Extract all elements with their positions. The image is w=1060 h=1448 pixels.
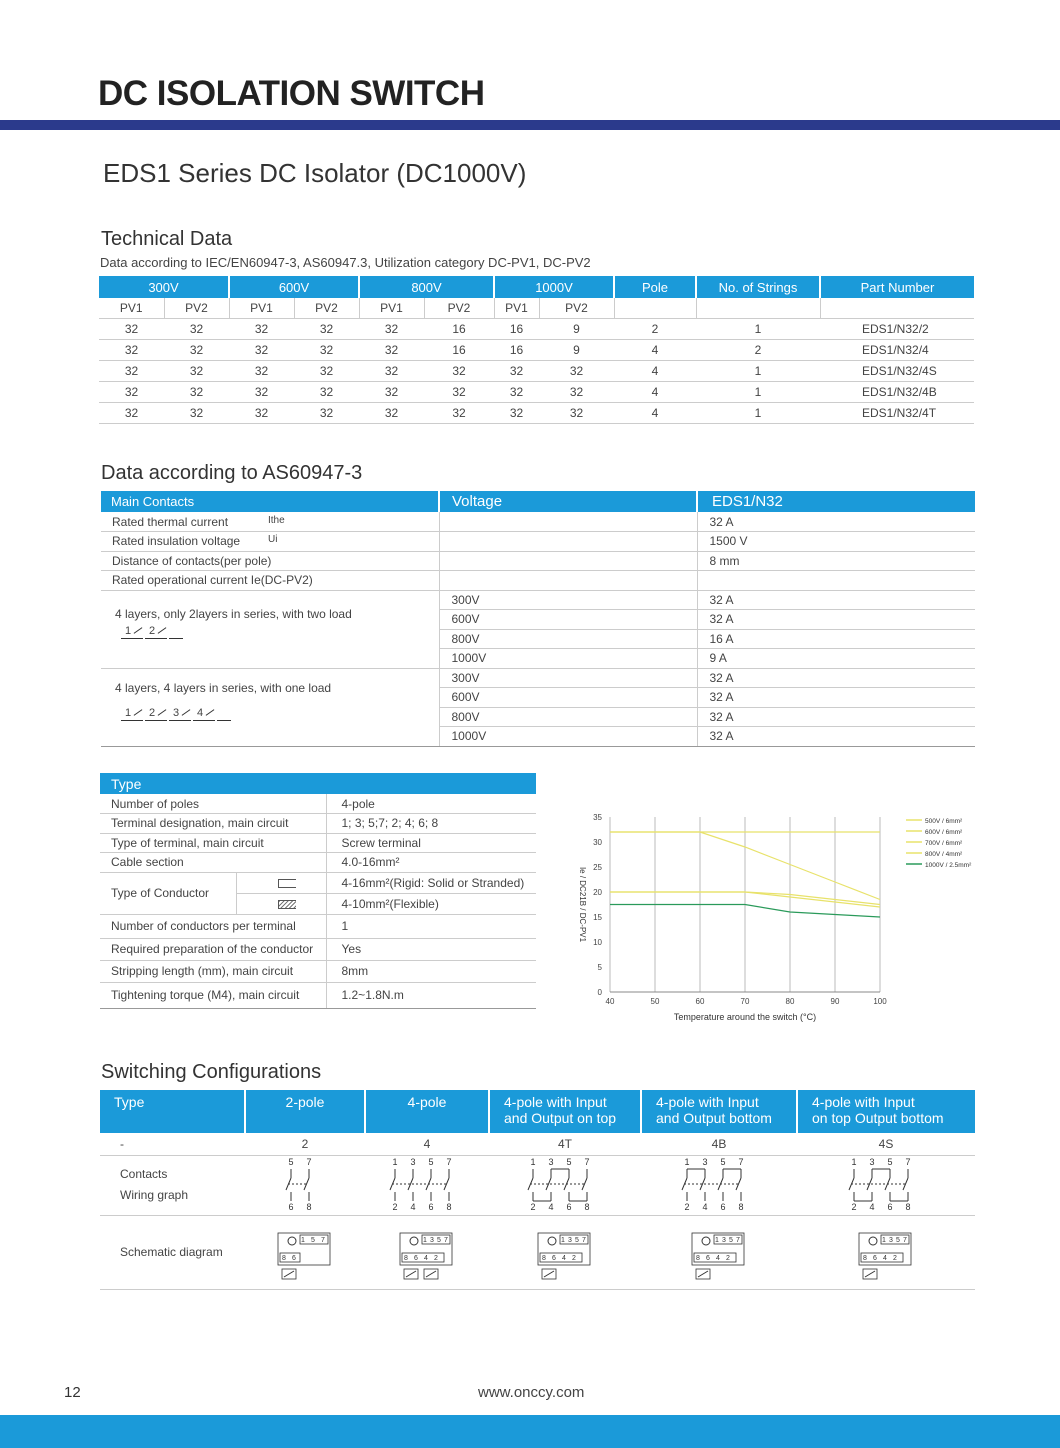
header-part-number: Part Number: [860, 279, 935, 295]
header-1000v: 1000V: [494, 276, 614, 298]
technical-cell: 32: [294, 318, 359, 339]
terminal-label: 6: [552, 1254, 556, 1262]
technical-cell: 32: [359, 381, 424, 402]
group2-label: 4 layers, 4 layers in series, with one load: [115, 680, 332, 695]
technical-cell: 32: [424, 360, 494, 381]
technical-cell: 16: [424, 339, 494, 360]
wiring-graph-svg: [846, 1156, 926, 1212]
technical-cell: 32: [164, 402, 229, 423]
type-row: Number of conductors per terminal 1: [100, 914, 536, 938]
sub-pv1: PV1: [229, 298, 294, 318]
technical-row: [99, 381, 974, 402]
as-value: 1500 V: [697, 532, 975, 552]
terminal-label: 4: [562, 1254, 566, 1262]
sub-pv2: PV2: [539, 298, 614, 318]
terminal-label: 5: [566, 1156, 572, 1167]
terminal-label: 7: [306, 1156, 312, 1167]
series-title: EDS1 Series DC Isolator (DC1000V): [103, 158, 527, 188]
header-eds1-n32: EDS1/N32: [712, 493, 783, 510]
terminal-label: 7: [903, 1236, 907, 1244]
as-symbol: Ui: [268, 534, 278, 546]
terminal-label: 6: [706, 1254, 710, 1262]
schematic-svg: [684, 1221, 754, 1281]
technical-cell: 32: [294, 402, 359, 423]
as-value: 8 mm: [697, 551, 975, 571]
technical-cell: 32: [99, 318, 164, 339]
technical-cell: 32: [99, 339, 164, 360]
terminal-label: 7: [446, 1156, 452, 1167]
terminal-label: 5: [437, 1236, 441, 1244]
switching-type-cell: 4: [365, 1133, 489, 1155]
website-link[interactable]: www.onccy.com: [478, 1384, 585, 1401]
derating-chart: [560, 805, 980, 1030]
technical-cell: 32: [494, 381, 539, 402]
technical-cell: 32: [359, 318, 424, 339]
technical-cell: 32: [539, 360, 614, 381]
terminal-label: 1: [851, 1156, 857, 1167]
wiring-graph-4: [365, 1155, 489, 1215]
legend-label: 700V / 6mm²: [925, 840, 963, 847]
terminal-label: 8: [738, 1201, 744, 1212]
technical-cell: 16: [494, 318, 539, 339]
technical-cell: 32: [164, 339, 229, 360]
sub-pv2: PV2: [294, 298, 359, 318]
switching-header: Type: [100, 1090, 245, 1133]
as-group2-row: 4 layers, 4 layers in series, with one load 1 2 3 4 300V 32 A: [101, 668, 975, 688]
technical-cell: 2: [696, 339, 820, 360]
as-row: [101, 532, 975, 552]
terminal-label: 8: [446, 1201, 452, 1212]
contacts-label: Contacts: [120, 1167, 168, 1181]
x-tick-label: 100: [873, 997, 887, 1006]
technical-cell: 32: [164, 381, 229, 402]
terminal-label: 7: [582, 1236, 586, 1244]
header-300v: 300V: [99, 276, 229, 298]
terminal-label: 7: [738, 1156, 744, 1167]
terminal-label: 3: [430, 1236, 434, 1244]
switching-type-cell: 2: [245, 1133, 365, 1155]
technical-cell: 32: [229, 339, 294, 360]
technical-cell: 32: [359, 360, 424, 381]
footer-bar: [0, 1415, 1060, 1448]
technical-row: [99, 402, 974, 423]
page-number: 12: [64, 1384, 81, 1401]
terminal-label: 5: [311, 1236, 315, 1244]
technical-cell: 32: [494, 360, 539, 381]
technical-cell: 32: [99, 360, 164, 381]
terminal-label: 8: [282, 1254, 286, 1262]
terminal-label: 5: [896, 1236, 900, 1244]
as-group1-row: 4 layers, only 2layers in series, with two load 1 2 300V 32 A: [101, 590, 975, 610]
part-number-cell: EDS1/N32/4B: [820, 381, 974, 402]
terminal-label: 3: [722, 1236, 726, 1244]
sub-pv1: PV1: [99, 298, 164, 318]
type-row: Type of terminal, main circuit Screw terminal: [100, 833, 536, 853]
legend-label: 800V / 4mm²: [925, 851, 963, 858]
header-600v: 600V: [229, 276, 359, 298]
y-tick-label: 10: [593, 938, 602, 947]
terminal-label: 6: [292, 1254, 296, 1262]
technical-cell: 4: [614, 402, 696, 423]
switching-header: 4-pole: [365, 1090, 489, 1133]
switching-header: 4-pole with Input and Output on top: [489, 1090, 641, 1133]
technical-cell: 32: [164, 318, 229, 339]
header-800v: 800V: [359, 276, 494, 298]
type-header: Type: [111, 775, 142, 792]
terminal-label: 5: [288, 1156, 294, 1167]
x-tick-label: 50: [650, 997, 660, 1006]
terminal-label: 4: [424, 1254, 428, 1262]
sub-pv1: PV1: [359, 298, 424, 318]
switching-header: 4-pole with Input and Output bottom: [641, 1090, 797, 1133]
as-symbol: Ithe: [268, 514, 285, 526]
page-title: DC ISOLATION SWITCH: [98, 74, 485, 113]
schematic-label: Schematic diagram: [100, 1215, 245, 1289]
four-switch-symbol: 1 2 3 4: [121, 707, 439, 721]
terminal-label: 4: [410, 1201, 416, 1212]
terminal-label: 5: [729, 1236, 733, 1244]
switching-type-cell: 4B: [641, 1133, 797, 1155]
technical-cell: 1: [696, 402, 820, 423]
technical-cell: 32: [539, 381, 614, 402]
as-row: [101, 571, 975, 591]
as-label: Rated insulation voltage: [112, 534, 241, 549]
switching-table: [100, 1090, 975, 1290]
terminal-label: 6: [566, 1201, 572, 1212]
terminal-label: 2: [572, 1254, 576, 1262]
terminal-label: 5: [575, 1236, 579, 1244]
two-switch-symbol: 1 2: [121, 625, 439, 639]
part-number-cell: EDS1/N32/4: [820, 339, 974, 360]
terminal-label: 5: [720, 1156, 726, 1167]
terminal-label: 7: [905, 1156, 911, 1167]
terminal-label: 6: [720, 1201, 726, 1212]
terminal-label: 2: [851, 1201, 857, 1212]
terminal-label: 5: [428, 1156, 434, 1167]
part-number-cell: EDS1/N32/4S: [820, 360, 974, 381]
terminal-label: 1: [301, 1236, 305, 1244]
legend-label: 600V / 6mm²: [925, 829, 963, 836]
schematic-4: [365, 1215, 489, 1289]
technical-cell: 32: [494, 402, 539, 423]
technical-cell: 32: [229, 402, 294, 423]
technical-cell: 4: [614, 381, 696, 402]
as-data-title: Data according to AS60947-3: [101, 462, 363, 484]
technical-cell: 32: [359, 402, 424, 423]
switching-header: 2-pole: [245, 1090, 365, 1133]
terminal-label: 6: [873, 1254, 877, 1262]
technical-header-row: [99, 276, 974, 298]
as-label: Distance of contacts(per pole): [101, 551, 439, 571]
terminal-label: 8: [306, 1201, 312, 1212]
schematic-4b: [641, 1215, 797, 1289]
terminal-label: 1: [561, 1236, 565, 1244]
technical-cell: 4: [614, 339, 696, 360]
terminal-label: 4: [883, 1254, 887, 1262]
type-row: Stripping length (mm), main circuit 8mm: [100, 960, 536, 982]
technical-cell: 32: [229, 381, 294, 402]
terminal-label: 7: [584, 1156, 590, 1167]
terminal-label: 4: [702, 1201, 708, 1212]
terminal-label: 8: [542, 1254, 546, 1262]
wiring-graph-2: [245, 1155, 365, 1215]
x-tick-label: 40: [605, 997, 615, 1006]
technical-cell: 1: [696, 360, 820, 381]
terminal-label: 2: [684, 1201, 690, 1212]
technical-cell: 32: [229, 360, 294, 381]
legend-label: 500V / 6mm²: [925, 818, 963, 825]
terminal-label: 8: [905, 1201, 911, 1212]
terminal-label: 3: [889, 1236, 893, 1244]
y-tick-label: 35: [593, 813, 602, 822]
terminal-label: 6: [428, 1201, 434, 1212]
title-bar: [0, 120, 1060, 130]
group1-label: 4 layers, only 2layers in series, with two load: [115, 606, 352, 621]
schematic-4t: [489, 1215, 641, 1289]
part-number-cell: EDS1/N32/4T: [820, 402, 974, 423]
rigid-conductor-icon: [236, 872, 326, 893]
technical-cell: 32: [164, 360, 229, 381]
x-tick-label: 70: [740, 997, 750, 1006]
schematic-svg: [392, 1221, 462, 1281]
as-row: [101, 551, 975, 571]
type-row: Terminal designation, main circuit 1; 3; 5;7; 2; 4; 6; 8: [100, 814, 536, 834]
terminal-label: 8: [584, 1201, 590, 1212]
x-tick-label: 80: [785, 997, 795, 1006]
switching-title: Switching Configurations: [101, 1061, 322, 1083]
y-tick-label: 25: [593, 863, 602, 872]
wiring-graph-4b: [641, 1155, 797, 1215]
header-pole: Pole: [614, 276, 696, 298]
legend-label: 1000V / 2.5mm²: [925, 862, 972, 869]
technical-cell: 16: [424, 318, 494, 339]
y-tick-label: 15: [593, 913, 602, 922]
as-data-table: Main Contacts Voltage EDS1/N32 Rated thermal current Ithe 32 A Rated insulation voltage Ui 1500 V Distance of contacts(per pole) 8 mm Rated operational current Ie(DC-PV2) 4 layers, only 2layers in series, with two load 1 2 300V 32 A 600V 32 A 800V 16 A 1000V 9 A 4 layers, 4 layers in series, with one load 1 2 3 4 300V 32 A 600V 32 A 800V 32 A 1000V 32 A: [101, 491, 975, 747]
technical-data-title: Technical Data: [101, 228, 233, 250]
technical-cell: 32: [294, 360, 359, 381]
terminal-label: 4: [548, 1201, 554, 1212]
terminal-label: 6: [288, 1201, 294, 1212]
terminal-label: 2: [726, 1254, 730, 1262]
as-row: [101, 512, 975, 532]
wiring-graph-svg: [525, 1156, 605, 1212]
type-row: Required preparation of the conductor Yes: [100, 938, 536, 960]
terminal-label: 1: [530, 1156, 536, 1167]
technical-cell: 32: [229, 318, 294, 339]
y-tick-label: 20: [593, 888, 602, 897]
type-table: Type Number of poles 4-pole Terminal designation, main circuit 1; 3; 5;7; 2; 4; 6; 8 Type of terminal, main circuit Screw terminal Cable section 4.0-16mm² Type of Conductor 4-16mm²(Rigid: Solid or Stranded) 4-10mm²(Flexible) Number of conductors per terminal 1 Required preparation of the conductor Yes Stripping length (mm), main circuit 8mm Tightening torque (M4), main circuit 1.2~1.8N.m: [100, 773, 536, 1009]
schematic-svg: [851, 1221, 921, 1281]
as-label: Rated thermal current: [112, 514, 229, 529]
sub-pv1: PV1: [494, 298, 539, 318]
wiring-graph-svg: [679, 1156, 759, 1212]
schematic-svg: [270, 1221, 340, 1281]
y-tick-label: 30: [593, 838, 602, 847]
terminal-label: 8: [863, 1254, 867, 1262]
terminal-label: 2: [893, 1254, 897, 1262]
terminal-label: 3: [568, 1236, 572, 1244]
x-tick-label: 60: [695, 997, 705, 1006]
schematic-2: [245, 1215, 365, 1289]
y-axis-label: Ie / DC21B / DC-PV1: [578, 866, 587, 943]
terminal-label: 7: [444, 1236, 448, 1244]
technical-data-table: [99, 276, 974, 424]
schematic-4s: [797, 1215, 975, 1289]
terminal-label: 5: [887, 1156, 893, 1167]
header-main-contacts: Main Contacts: [101, 491, 439, 512]
type-row: Cable section 4.0-16mm²: [100, 853, 536, 873]
as-value: 32 A: [697, 512, 975, 532]
technical-row: [99, 360, 974, 381]
terminal-label: 3: [410, 1156, 416, 1167]
technical-row: [99, 339, 974, 360]
terminal-label: 1: [392, 1156, 398, 1167]
terminal-label: 1: [882, 1236, 886, 1244]
technical-cell: 9: [539, 318, 614, 339]
type-row: Number of poles 4-pole: [100, 794, 536, 814]
terminal-label: 3: [869, 1156, 875, 1167]
technical-cell: 32: [424, 402, 494, 423]
switching-type-cell: -: [100, 1133, 245, 1155]
as-label: Rated operational current Ie(DC-PV2): [101, 571, 439, 591]
header-strings: No. of Strings: [696, 276, 820, 298]
switching-header: 4-pole with Input on top Output bottom: [812, 1094, 944, 1126]
technical-cell: 32: [99, 381, 164, 402]
technical-data-note: Data according to IEC/EN60947-3, AS60947.3, Utilization category DC-PV1, DC-PV2: [100, 255, 591, 270]
part-number-cell: EDS1/N32/2: [820, 318, 974, 339]
terminal-label: 4: [716, 1254, 720, 1262]
technical-cell: 32: [539, 402, 614, 423]
terminal-label: 7: [321, 1236, 325, 1244]
technical-cell: 1: [696, 381, 820, 402]
technical-cell: 2: [614, 318, 696, 339]
sub-pv2: PV2: [424, 298, 494, 318]
technical-cell: 9: [539, 339, 614, 360]
terminal-label: 2: [434, 1254, 438, 1262]
terminal-label: 7: [736, 1236, 740, 1244]
type-row: Tightening torque (M4), main circuit 1.2~1.8N.m: [100, 982, 536, 1008]
wiring-graph-svg: [387, 1156, 467, 1212]
terminal-label: 3: [702, 1156, 708, 1167]
terminal-label: 1: [684, 1156, 690, 1167]
technical-cell: 4: [614, 360, 696, 381]
terminal-label: 6: [414, 1254, 418, 1262]
terminal-label: 1: [715, 1236, 719, 1244]
y-tick-label: 0: [597, 988, 602, 997]
switching-type-cell: 4T: [489, 1133, 641, 1155]
terminal-label: 6: [887, 1201, 893, 1212]
technical-cell: 16: [494, 339, 539, 360]
terminal-label: 3: [548, 1156, 554, 1167]
technical-cell: 32: [294, 381, 359, 402]
x-tick-label: 90: [830, 997, 840, 1006]
technical-cell: 32: [359, 339, 424, 360]
switching-type-cell: 4S: [797, 1133, 975, 1155]
wiring-label: Wiring graph: [120, 1188, 189, 1202]
technical-cell: 32: [294, 339, 359, 360]
technical-row: [99, 318, 974, 339]
terminal-label: 8: [696, 1254, 700, 1262]
technical-cell: 1: [696, 318, 820, 339]
y-tick-label: 5: [597, 963, 602, 972]
terminal-label: 2: [530, 1201, 536, 1212]
header-voltage: Voltage: [439, 491, 697, 512]
technical-subheader-row: [99, 298, 974, 318]
terminal-label: 2: [392, 1201, 398, 1212]
sub-pv2: PV2: [164, 298, 229, 318]
terminal-label: 1: [423, 1236, 427, 1244]
x-axis-label: Temperature around the switch (°C): [673, 1012, 817, 1022]
technical-cell: 32: [424, 381, 494, 402]
flexible-conductor-icon: [236, 893, 326, 914]
technical-cell: 32: [99, 402, 164, 423]
wiring-graph-4t: [489, 1155, 641, 1215]
schematic-svg: [530, 1221, 600, 1281]
terminal-label: 4: [869, 1201, 875, 1212]
type-row-conductor: Type of Conductor 4-16mm²(Rigid: Solid or Stranded): [100, 872, 536, 893]
wiring-graph-4s: [797, 1155, 975, 1215]
wiring-graph-svg: [265, 1156, 345, 1212]
terminal-label: 8: [404, 1254, 408, 1262]
